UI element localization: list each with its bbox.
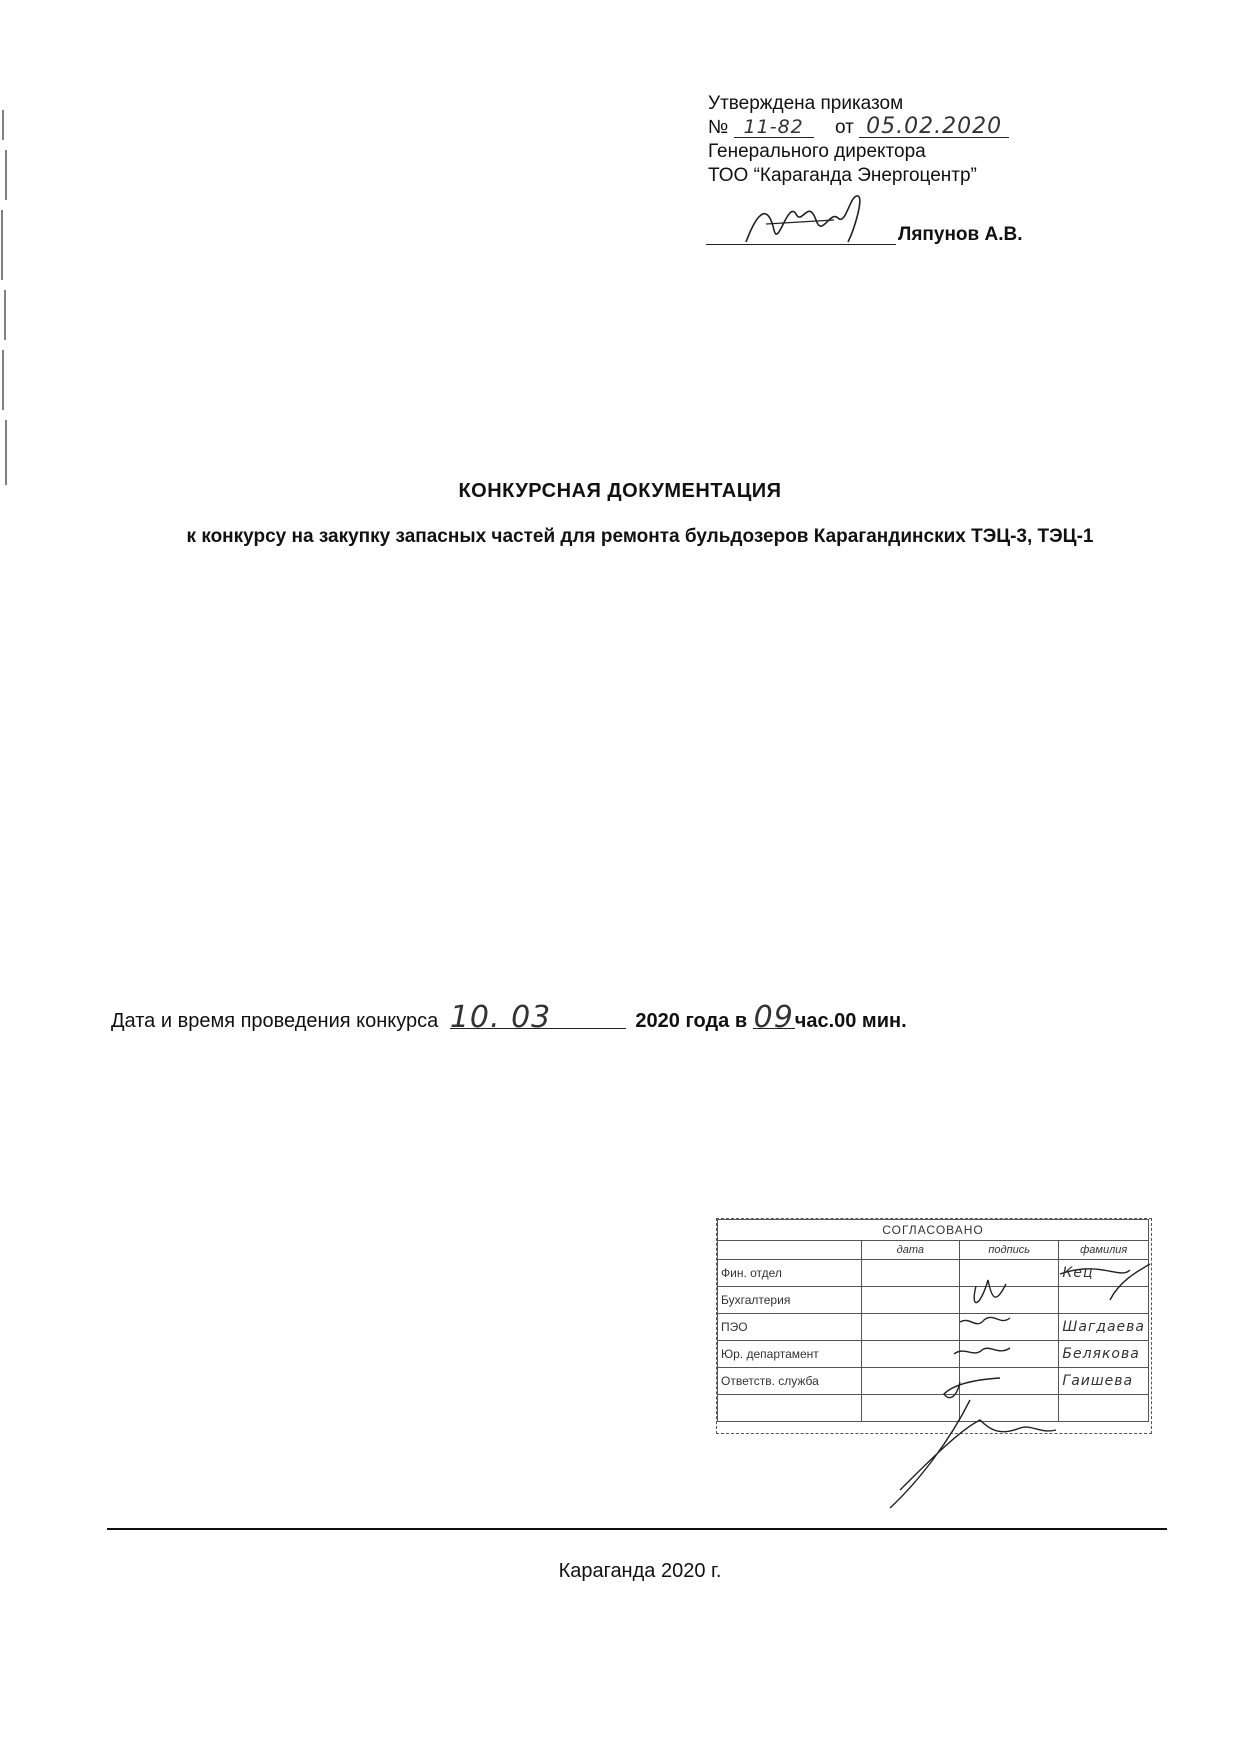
agreement-header: СОГЛАСОВАНО: [718, 1220, 1149, 1241]
scan-margin-noise: [0, 110, 12, 490]
dept-cell: Фин. отдел: [718, 1260, 862, 1287]
surname-cell: Белякова: [1059, 1341, 1149, 1368]
order-number-value: 11-82: [734, 117, 814, 138]
document-title: КОНКУРСНАЯ ДОКУМЕНТАЦИЯ: [458, 480, 782, 502]
director-signature: [738, 190, 878, 252]
surname-column-header: фамилия: [1059, 1241, 1149, 1260]
competition-hour-value: 09: [753, 1000, 794, 1035]
dept-cell: Ответств. служба: [718, 1368, 862, 1395]
signature-column-header: подпись: [960, 1241, 1059, 1260]
time-suffix: час.00 мин.: [794, 1010, 907, 1032]
competition-datetime-line: [111, 1000, 907, 1035]
dept-cell: ПЭО: [718, 1314, 862, 1341]
director-name: Ляпунов А.В.: [898, 224, 1023, 245]
position-line: Генерального директора: [708, 141, 926, 162]
number-prefix: №: [708, 117, 729, 138]
order-date-value: 05.02.2020: [859, 117, 1009, 138]
from-label: от: [834, 117, 854, 138]
dept-column-header: [718, 1241, 862, 1260]
director-signature-line: [706, 244, 896, 245]
agreement-signatures: [860, 1260, 1160, 1520]
surname-cell: Кец: [1059, 1260, 1149, 1287]
approved-label: Утверждена приказом: [708, 93, 904, 114]
datetime-label: Дата и время проведения конкурса: [111, 1010, 439, 1032]
approval-block: [708, 92, 1128, 188]
dept-cell: Юр. департамент: [718, 1341, 862, 1368]
organization-line: ТОО “Караганда Энергоцентр”: [708, 165, 977, 186]
document-subtitle: к конкурсу на закупку запасных частей для ремонта бульдозеров Карагандинских ТЭЦ-3, ТЭЦ-1: [186, 526, 1094, 547]
footer-rule: [107, 1528, 1167, 1530]
date-column-header: дата: [861, 1241, 960, 1260]
year-text: 2020 года в: [635, 1010, 748, 1032]
order-number-line: [708, 116, 1128, 140]
surname-cell: Гаишева: [1059, 1368, 1149, 1395]
place-and-year: Караганда 2020 г.: [558, 1560, 722, 1582]
surname-cell: Шагдаева: [1059, 1314, 1149, 1341]
approved-by-order-line: [708, 92, 1128, 116]
dept-cell: Бухгалтерия: [718, 1287, 862, 1314]
competition-date-value: 10. 03: [450, 1008, 626, 1029]
